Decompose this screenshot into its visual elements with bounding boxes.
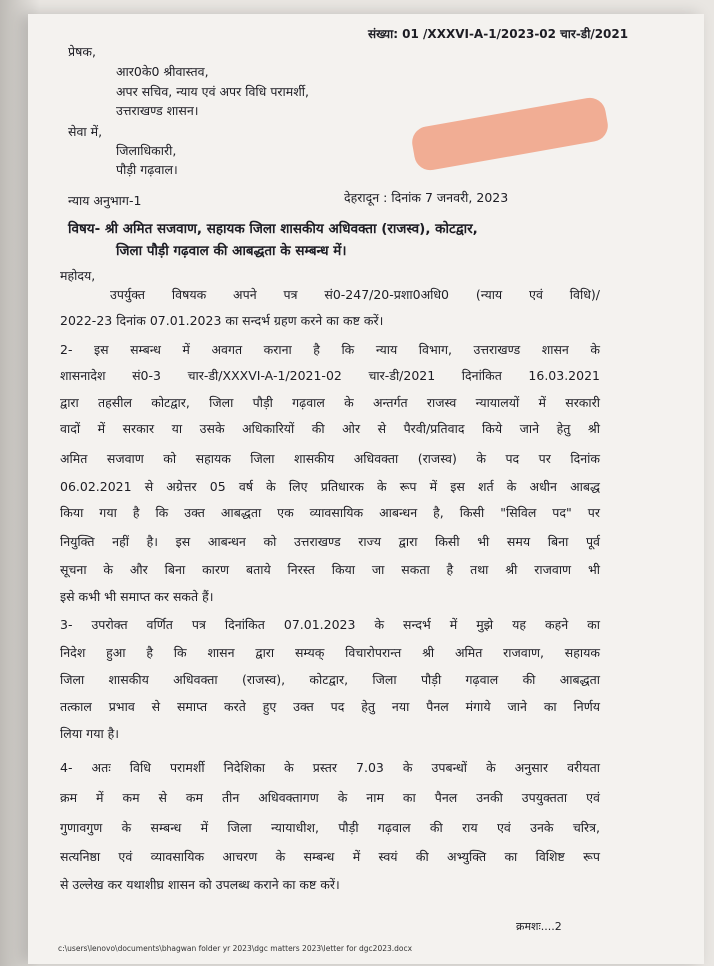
recipient-label: सेवा में, [68,124,103,139]
continued-marker: क्रमशः....2 [516,920,562,933]
para2-line: 2- इस सम्बन्ध में अवगत कराना है कि न्याय विभाग, उत्तराखण्ड शासन के [60,342,600,357]
section-name: न्याय अनुभाग-1 [68,193,142,208]
para4-line: से उल्लेख कर यथाशीघ्र शासन को उपलब्ध कराने का कष्ट करें। [60,877,340,892]
para3-line: 3- उपरोक्त वर्णित पत्र दिनांकित 07.01.2023 के सन्दर्भ में मुझे यह कहने का [60,617,600,632]
para2-line: इसे कभी भी समाप्त कर सकते हैं। [60,589,214,604]
sender-org: उत्तराखण्ड शासन। [116,103,199,118]
para2-line: वादों में सरकार या उसके अधिकारियों की ओर से पैरवी/प्रतिवाद किये जाने हेतु श्री [60,421,600,436]
para1-line: उपर्युक्त विषयक अपने पत्र सं0-247/20-प्रशा0अधि0 (न्याय एवं विधि)/ [110,287,600,302]
para3-line: निदेश हुआ है कि शासन द्वारा सम्यक् विचारोपरान्त श्री अमित राजवाण, सहायक [60,645,600,660]
para2-line: द्वारा तहसील कोटद्वार, जिला पौड़ी गढ़वाल के अन्तर्गत राजस्व न्यायालयों में सरकारी [60,395,600,410]
sender-designation: अपर सचिव, न्याय एवं अपर विधि परामर्शी, [116,84,309,99]
sender-name: आर0के0 श्रीवास्तव, [116,64,209,79]
para1-line: 2022-23 दिनांक 07.01.2023 का सन्दर्भ ग्रहण करने का कष्ट करें। [60,313,384,328]
subject-line-2: जिला पौड़ी गढ़वाल की आबद्धता के सम्बन्ध में। [116,243,347,259]
para4-line: सत्यनिष्ठा एवं व्यावसायिक आचरण के सम्बन्ध में स्वयं की अभ्युक्ति का विशिष्ट रूप [60,849,600,864]
para4-line: 4- अतः विधि परामर्शी निदेशिका के प्रस्तर 7.03 के उपबन्धों के अनुसार वरीयता [60,760,600,775]
para2-line: सूचना के और बिना कारण बताये निरस्त किया जा सकता है तथा श्री राजवाण भी [60,562,600,577]
reference-number: संख्या: 01 /XXXVI-A-1/2023-02 चार-डी/2021 [368,27,629,41]
para2-line: 06.02.2021 से अग्रेत्तर 05 वर्ष के लिए प्रतिधारक के रूप में इस शर्त के अधीन आबद्ध [60,479,600,494]
para2-line: किया गया है कि उक्त आबद्धता एक व्यावसायिक आबन्धन है, किसी "सिविल पद" पर [60,505,600,520]
salutation: महोदय, [60,268,96,283]
para4-line: गुणावगुण के सम्बन्ध में जिला न्यायाधीश, पौड़ी गढ़वाल की राय एवं उनके चरित्र, [60,820,600,835]
subject-line-1: विषय- श्री अमित सजवाण, सहायक जिला शासकीय अधिवक्ता (राजस्व), कोटद्वार, [68,221,478,237]
para3-line: लिया गया है। [60,726,120,741]
recipient-place: पौड़ी गढ़वाल। [116,162,178,177]
para2-line: अमित सजवाण को सहायक जिला शासकीय अधिवक्ता (राजस्व) के पद पर दिनांक [60,451,600,466]
para3-line: जिला शासकीय अधिवक्ता (राजस्व), कोटद्वार, जिला पौड़ी गढ़वाल की आबद्धता [60,672,600,687]
sender-label: प्रेषक, [68,44,96,59]
para2-line: नियुक्ति नहीं है। इस आबन्धन को उत्तराखण्ड राज्य द्वारा किसी भी समय बिना पूर्व [60,534,600,549]
para4-line: क्रम में कम से कम तीन अधिवक्तागण के नाम का पैनल उनकी उपयुक्तता एवं [60,790,600,805]
recipient-title: जिलाधिकारी, [116,143,177,158]
para3-line: तत्काल प्रभाव से समाप्त करते हुए उक्त पद हेतु नया पैनल मंगाये जाने का निर्णय [60,699,600,714]
footer-file-path: c:\users\lenovo\documents\bhagwan folder yr 2023\dgc matters 2023\letter for dgc2023.docx [58,944,413,953]
date-line: देहरादून : दिनांक 7 जनवरी, 2023 [344,190,509,205]
para2-line: शासनादेश सं0-3 चार-डी/XXXVI-A-1/2021-02 चार-डी/2021 दिनांकित 16.03.2021 [60,368,600,383]
